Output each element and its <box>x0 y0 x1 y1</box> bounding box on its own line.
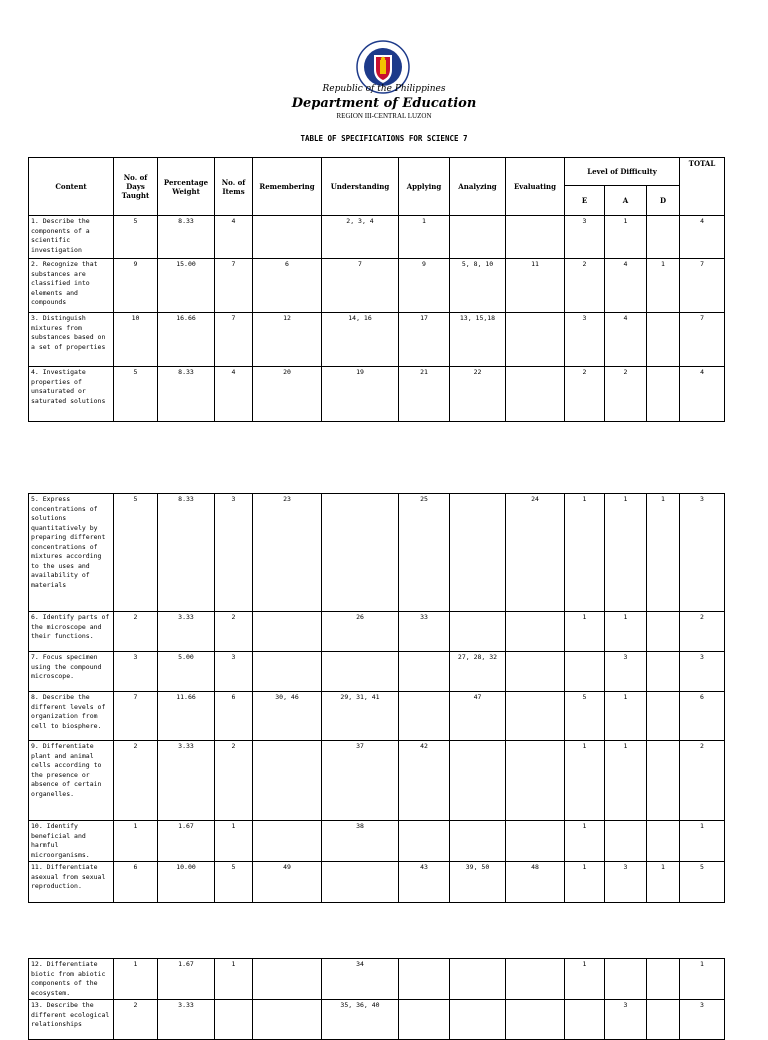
cell-days: 9 <box>114 259 158 313</box>
cell-average: 3 <box>605 862 647 903</box>
cell-average: 1 <box>605 741 647 821</box>
cell-weight: 3.33 <box>158 612 215 652</box>
cell-content: 13. Describe the different ecological relationships <box>29 1000 114 1040</box>
cell-weight: 11.66 <box>158 692 215 741</box>
cell-remembering: 23 <box>253 494 322 612</box>
cell-days: 5 <box>114 216 158 259</box>
cell-evaluating <box>506 741 565 821</box>
cell-easy: 1 <box>565 612 605 652</box>
cell-items: 7 <box>215 313 253 367</box>
cell-total: 3 <box>680 1000 725 1040</box>
cell-remembering <box>253 652 322 692</box>
cell-easy <box>565 1000 605 1040</box>
cell-days: 3 <box>114 652 158 692</box>
cell-easy: 1 <box>565 821 605 862</box>
cell-analyzing <box>450 741 506 821</box>
cell-applying: 17 <box>399 313 450 367</box>
cell-understanding: 34 <box>322 959 399 1000</box>
cell-easy: 1 <box>565 862 605 903</box>
table-row <box>29 652 725 692</box>
cell-total: 7 <box>680 259 725 313</box>
cell-average: 1 <box>605 494 647 612</box>
cell-weight: 1.67 <box>158 821 215 862</box>
cell-days: 1 <box>114 821 158 862</box>
cell-days: 1 <box>114 959 158 1000</box>
cell-weight: 5.00 <box>158 652 215 692</box>
tos-table-section-3 <box>28 958 725 1040</box>
cell-remembering: 30, 46 <box>253 692 322 741</box>
header-remembering: Remembering <box>253 158 322 216</box>
cell-total: 3 <box>680 652 725 692</box>
cell-days: 5 <box>114 367 158 422</box>
cell-items <box>215 1000 253 1040</box>
cell-content: 1. Describe the components of a scientific investigation <box>29 216 114 259</box>
cell-days: 2 <box>114 612 158 652</box>
cell-content: 7. Focus specimen using the compound microscope. <box>29 652 114 692</box>
cell-difficult <box>647 1000 680 1040</box>
cell-evaluating <box>506 821 565 862</box>
cell-content: 9. Differentiate plant and animal cells according to the presence or absence of certain organelles. <box>29 741 114 821</box>
cell-average: 4 <box>605 313 647 367</box>
cell-remembering <box>253 821 322 862</box>
cell-evaluating: 11 <box>506 259 565 313</box>
cell-weight: 3.33 <box>158 1000 215 1040</box>
cell-remembering: 49 <box>253 862 322 903</box>
cell-understanding <box>322 494 399 612</box>
header-understanding: Understanding <box>322 158 399 216</box>
cell-evaluating: 24 <box>506 494 565 612</box>
cell-easy: 1 <box>565 494 605 612</box>
cell-understanding: 2, 3, 4 <box>322 216 399 259</box>
cell-evaluating <box>506 367 565 422</box>
cell-easy <box>565 652 605 692</box>
header-difficulty: Level of Difficulty <box>565 158 680 186</box>
cell-understanding: 14, 16 <box>322 313 399 367</box>
cell-applying <box>399 821 450 862</box>
header-days: No. of Days Taught <box>114 158 158 216</box>
cell-applying: 33 <box>399 612 450 652</box>
header-easy: E <box>565 186 605 216</box>
cell-evaluating <box>506 959 565 1000</box>
table-row <box>29 862 725 903</box>
cell-days: 5 <box>114 494 158 612</box>
cell-analyzing <box>450 612 506 652</box>
cell-total: 2 <box>680 612 725 652</box>
cell-items: 1 <box>215 821 253 862</box>
cell-analyzing: 47 <box>450 692 506 741</box>
cell-remembering <box>253 1000 322 1040</box>
cell-understanding <box>322 652 399 692</box>
cell-difficult <box>647 216 680 259</box>
cell-evaluating <box>506 313 565 367</box>
document-title: TABLE OF SPECIFICATIONS FOR SCIENCE 7 <box>300 134 468 143</box>
header-analyzing: Analyzing <box>450 158 506 216</box>
cell-content: 2. Recognize that substances are classified into elements and compounds <box>29 259 114 313</box>
cell-average: 1 <box>605 612 647 652</box>
cell-content: 8. Describe the different levels of organization from cell to biosphere. <box>29 692 114 741</box>
table-row <box>29 259 725 313</box>
cell-average <box>605 821 647 862</box>
cell-understanding: 29, 31, 41 <box>322 692 399 741</box>
cell-applying: 9 <box>399 259 450 313</box>
cell-understanding: 19 <box>322 367 399 422</box>
cell-remembering: 6 <box>253 259 322 313</box>
cell-items: 6 <box>215 692 253 741</box>
cell-average: 1 <box>605 216 647 259</box>
cell-easy: 5 <box>565 692 605 741</box>
header-difficult: D <box>647 186 680 216</box>
cell-analyzing: 5, 8, 10 <box>450 259 506 313</box>
cell-content: 6. Identify parts of the microscope and their functions. <box>29 612 114 652</box>
table-row <box>29 367 725 422</box>
cell-weight: 10.00 <box>158 862 215 903</box>
cell-weight: 8.33 <box>158 494 215 612</box>
header-items: No. of Items <box>215 158 253 216</box>
cell-analyzing <box>450 821 506 862</box>
cell-understanding: 37 <box>322 741 399 821</box>
cell-analyzing <box>450 494 506 612</box>
header-applying: Applying <box>399 158 450 216</box>
cell-applying: 1 <box>399 216 450 259</box>
cell-average: 3 <box>605 1000 647 1040</box>
cell-understanding: 26 <box>322 612 399 652</box>
cell-difficult <box>647 821 680 862</box>
cell-evaluating <box>506 692 565 741</box>
cell-total: 1 <box>680 959 725 1000</box>
cell-applying <box>399 959 450 1000</box>
cell-difficult <box>647 959 680 1000</box>
cell-difficult <box>647 741 680 821</box>
cell-items: 1 <box>215 959 253 1000</box>
cell-days: 10 <box>114 313 158 367</box>
cell-difficult <box>647 692 680 741</box>
cell-difficult <box>647 313 680 367</box>
cell-content: 11. Differentiate asexual from sexual reproduction. <box>29 862 114 903</box>
cell-difficult: 1 <box>647 259 680 313</box>
table-row <box>29 494 725 612</box>
table-row <box>29 692 725 741</box>
cell-evaluating: 48 <box>506 862 565 903</box>
cell-total: 6 <box>680 692 725 741</box>
cell-understanding: 38 <box>322 821 399 862</box>
table-row <box>29 313 725 367</box>
cell-remembering <box>253 612 322 652</box>
cell-analyzing <box>450 216 506 259</box>
republic-line: Republic of the Philippines <box>322 84 446 94</box>
table-row <box>29 821 725 862</box>
header-weight: Percentage Weight <box>158 158 215 216</box>
cell-content: 3. Distinguish mixtures from substances based on a set of properties <box>29 313 114 367</box>
cell-total: 7 <box>680 313 725 367</box>
tos-table-section-1 <box>28 157 725 422</box>
cell-weight: 15.00 <box>158 259 215 313</box>
cell-average <box>605 959 647 1000</box>
cell-items: 4 <box>215 367 253 422</box>
cell-analyzing <box>450 1000 506 1040</box>
cell-understanding <box>322 862 399 903</box>
table-row <box>29 612 725 652</box>
table-row <box>29 1000 725 1040</box>
cell-remembering <box>253 741 322 821</box>
cell-analyzing: 39, 50 <box>450 862 506 903</box>
cell-difficult: 1 <box>647 494 680 612</box>
cell-difficult: 1 <box>647 862 680 903</box>
cell-applying <box>399 652 450 692</box>
cell-easy: 1 <box>565 959 605 1000</box>
cell-content: 4. Investigate properties of unsaturated or saturated solutions <box>29 367 114 422</box>
cell-total: 2 <box>680 741 725 821</box>
cell-content: 12. Differentiate biotic from abiotic components of the ecosystem. <box>29 959 114 1000</box>
cell-weight: 8.33 <box>158 367 215 422</box>
cell-easy: 1 <box>565 741 605 821</box>
cell-analyzing: 27, 28, 32 <box>450 652 506 692</box>
cell-remembering <box>253 959 322 1000</box>
cell-understanding: 35, 36, 40 <box>322 1000 399 1040</box>
cell-easy: 2 <box>565 259 605 313</box>
cell-total: 5 <box>680 862 725 903</box>
cell-difficult <box>647 652 680 692</box>
table-row <box>29 741 725 821</box>
cell-days: 6 <box>114 862 158 903</box>
region-line: REGION III-CENTRAL LUZON <box>336 112 432 120</box>
cell-items: 3 <box>215 652 253 692</box>
cell-average: 4 <box>605 259 647 313</box>
cell-total: 4 <box>680 367 725 422</box>
cell-weight: 1.67 <box>158 959 215 1000</box>
cell-weight: 3.33 <box>158 741 215 821</box>
cell-analyzing: 22 <box>450 367 506 422</box>
cell-average: 1 <box>605 692 647 741</box>
tos-table-section-2 <box>28 493 725 903</box>
cell-evaluating <box>506 216 565 259</box>
cell-items: 7 <box>215 259 253 313</box>
cell-weight: 8.33 <box>158 216 215 259</box>
header-content: Content <box>29 158 114 216</box>
cell-applying: 21 <box>399 367 450 422</box>
cell-items: 4 <box>215 216 253 259</box>
cell-remembering: 12 <box>253 313 322 367</box>
cell-applying: 25 <box>399 494 450 612</box>
cell-total: 1 <box>680 821 725 862</box>
cell-easy: 2 <box>565 367 605 422</box>
cell-easy: 3 <box>565 216 605 259</box>
cell-weight: 16.66 <box>158 313 215 367</box>
cell-days: 2 <box>114 741 158 821</box>
cell-evaluating <box>506 652 565 692</box>
header-average: A <box>605 186 647 216</box>
cell-days: 7 <box>114 692 158 741</box>
cell-items: 3 <box>215 494 253 612</box>
cell-total: 3 <box>680 494 725 612</box>
cell-analyzing <box>450 959 506 1000</box>
cell-evaluating <box>506 612 565 652</box>
cell-easy: 3 <box>565 313 605 367</box>
header-evaluating: Evaluating <box>506 158 565 216</box>
cell-content: 5. Express concentrations of solutions quantitatively by preparing different concentrations of mixtures according to the uses and availability of materials <box>29 494 114 612</box>
cell-evaluating <box>506 1000 565 1040</box>
cell-difficult <box>647 367 680 422</box>
cell-average: 2 <box>605 367 647 422</box>
cell-items: 2 <box>215 741 253 821</box>
cell-items: 5 <box>215 862 253 903</box>
cell-applying: 43 <box>399 862 450 903</box>
cell-days: 2 <box>114 1000 158 1040</box>
cell-remembering <box>253 216 322 259</box>
cell-average: 3 <box>605 652 647 692</box>
cell-remembering: 20 <box>253 367 322 422</box>
cell-analyzing: 13, 15,18 <box>450 313 506 367</box>
department-name: Department of Education <box>291 96 477 111</box>
cell-content: 10. Identify beneficial and harmful microorganisms. <box>29 821 114 862</box>
table-row <box>29 216 725 259</box>
cell-items: 2 <box>215 612 253 652</box>
table-row <box>29 959 725 1000</box>
header-total: TOTAL <box>680 158 725 216</box>
cell-applying <box>399 692 450 741</box>
cell-applying: 42 <box>399 741 450 821</box>
cell-understanding: 7 <box>322 259 399 313</box>
cell-total: 4 <box>680 216 725 259</box>
cell-applying <box>399 1000 450 1040</box>
cell-difficult <box>647 612 680 652</box>
